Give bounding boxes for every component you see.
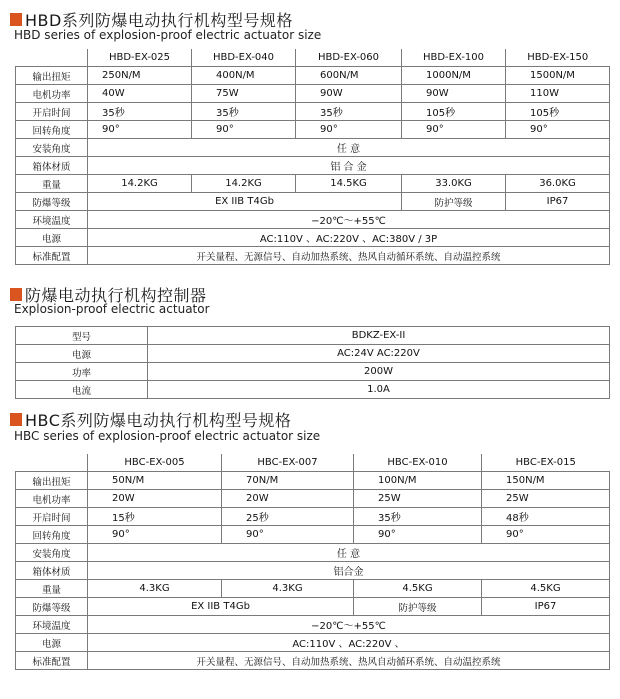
table-row: [16, 345, 610, 363]
cell: 110W: [506, 85, 610, 103]
row-label: 开启时间: [16, 103, 88, 121]
cell: 90°: [296, 121, 402, 139]
cell: 90°: [88, 526, 222, 544]
cell: 20W: [222, 490, 354, 508]
model-header: HBD-EX-025: [88, 49, 192, 67]
table-row: [16, 121, 610, 139]
row-label: 环境温度: [16, 616, 88, 634]
section-marker-icon: [10, 288, 22, 301]
cell: 20W: [88, 490, 222, 508]
cell: 14.2KG: [192, 175, 296, 193]
table-row: [16, 562, 610, 580]
hbc-title-cn: HBC系列防爆电动执行机构型号规格: [25, 411, 292, 430]
cell: 90W: [296, 85, 402, 103]
cell: 90°: [192, 121, 296, 139]
cell: 4.3KG: [222, 580, 354, 598]
cell: 75W: [192, 85, 296, 103]
cell: 50N/M: [88, 472, 222, 490]
cell: 200W: [148, 363, 610, 381]
cell: IP67: [506, 193, 610, 211]
table-row: [16, 67, 610, 85]
cell: 36.0KG: [506, 175, 610, 193]
table-row: [16, 193, 610, 211]
table-row: [16, 363, 610, 381]
cell: 开关量程、无源信号、自动加热系统、热风自动循环系统、自动温控系统: [88, 652, 610, 670]
cell: 70N/M: [222, 472, 354, 490]
row-label: 开启时间: [16, 508, 88, 526]
table-row: [16, 211, 610, 229]
cell: 1.0A: [148, 381, 610, 399]
model-header: HBC-EX-015: [482, 454, 610, 472]
cell: EX IIB T4Gb: [88, 598, 354, 616]
table-row: [16, 175, 610, 193]
row-label: 输出扭矩: [16, 472, 88, 490]
ctrl-spec-table: [15, 326, 610, 399]
table-row: [16, 526, 610, 544]
model-header: HBD-EX-040: [192, 49, 296, 67]
row-label: 电机功率: [16, 490, 88, 508]
row-label: 电机功率: [16, 85, 88, 103]
cell: 14.5KG: [296, 175, 402, 193]
cell: 90°: [402, 121, 506, 139]
cell: 1500N/M: [506, 67, 610, 85]
cell: 600N/M: [296, 67, 402, 85]
cell: 90°: [506, 121, 610, 139]
cell: 25W: [354, 490, 482, 508]
row-label: 输出扭矩: [16, 67, 88, 85]
table-row: [16, 544, 610, 562]
cell: 100N/M: [354, 472, 482, 490]
cell: 40W: [88, 85, 192, 103]
hbc-section-title: [10, 408, 291, 431]
cell: 90°: [222, 526, 354, 544]
cell: 90°: [88, 121, 192, 139]
table-row: [16, 139, 610, 157]
ctrl-title-en: Explosion-proof electric actuator: [14, 302, 210, 316]
header-blank-cell: [16, 49, 88, 67]
cell: 铝 合 金: [88, 157, 610, 175]
cell: 14.2KG: [88, 175, 192, 193]
row-label: 防护等级: [402, 193, 506, 211]
cell: AC:110V 、AC:220V 、AC:380V / 3P: [88, 229, 610, 247]
cell: 15秒: [88, 508, 222, 526]
cell: 90W: [402, 85, 506, 103]
row-label: 回转角度: [16, 121, 88, 139]
row-label: 重量: [16, 175, 88, 193]
model-header: HBD-EX-100: [402, 49, 506, 67]
hbd-spec-table: [15, 49, 610, 265]
table-row: [16, 580, 610, 598]
table-row: [16, 103, 610, 121]
table-row: [16, 381, 610, 399]
section-marker-icon: [10, 413, 22, 426]
table-row: [16, 454, 610, 472]
row-label: 防爆等级: [16, 193, 88, 211]
row-label: 电源: [16, 634, 88, 652]
row-label: 防护等级: [354, 598, 482, 616]
cell: 35秒: [296, 103, 402, 121]
row-label: 电源: [16, 345, 148, 363]
row-label: 电流: [16, 381, 148, 399]
row-label: 环境温度: [16, 211, 88, 229]
row-label: 防爆等级: [16, 598, 88, 616]
cell: 任 意: [88, 139, 610, 157]
cell: −20℃～+55℃: [88, 211, 610, 229]
cell: IP67: [482, 598, 610, 616]
cell: 铝合金: [88, 562, 610, 580]
table-row: [16, 157, 610, 175]
table-row: [16, 634, 610, 652]
cell: EX IIB T4Gb: [88, 193, 402, 211]
table-row: [16, 490, 610, 508]
cell: 4.3KG: [88, 580, 222, 598]
hbc-title-en: HBC series of explosion-proof electric actuator size: [14, 429, 321, 443]
cell: 25W: [482, 490, 610, 508]
cell: −20℃～+55℃: [88, 616, 610, 634]
table-row: [16, 508, 610, 526]
row-label: 回转角度: [16, 526, 88, 544]
cell: AC:24V AC:220V: [148, 345, 610, 363]
table-row: [16, 49, 610, 67]
cell: 开关量程、无源信号、自动加热系统、热风自动循环系统、自动温控系统: [88, 247, 610, 265]
row-label: 型号: [16, 327, 148, 345]
model-header: HBC-EX-010: [354, 454, 482, 472]
cell: 35秒: [354, 508, 482, 526]
hbd-title-en: HBD series of explosion-proof electric actuator size: [14, 28, 322, 42]
row-label: 电源: [16, 229, 88, 247]
table-row: [16, 247, 610, 265]
cell: 250N/M: [88, 67, 192, 85]
cell: 90°: [482, 526, 610, 544]
cell: 150N/M: [482, 472, 610, 490]
row-label: 功率: [16, 363, 148, 381]
cell: 35秒: [192, 103, 296, 121]
cell: 105秒: [402, 103, 506, 121]
cell: 48秒: [482, 508, 610, 526]
cell: 25秒: [222, 508, 354, 526]
row-label: 安装角度: [16, 544, 88, 562]
table-row: [16, 598, 610, 616]
table-row: [16, 327, 610, 345]
section-marker-icon: [10, 13, 22, 26]
cell: 4.5KG: [482, 580, 610, 598]
cell: 90°: [354, 526, 482, 544]
row-label: 标准配置: [16, 652, 88, 670]
cell: 33.0KG: [402, 175, 506, 193]
ctrl-title-cn: 防爆电动执行机构控制器: [25, 286, 207, 305]
cell: 1000N/M: [402, 67, 506, 85]
row-label: 箱体材质: [16, 157, 88, 175]
cell: 35秒: [88, 103, 192, 121]
hbc-spec-table: [15, 454, 610, 670]
model-header: HBD-EX-150: [506, 49, 610, 67]
table-row: [16, 616, 610, 634]
table-row: [16, 472, 610, 490]
table-row: [16, 229, 610, 247]
cell: 105秒: [506, 103, 610, 121]
row-label: 箱体材质: [16, 562, 88, 580]
table-row: [16, 652, 610, 670]
cell: AC:110V 、AC:220V 、: [88, 634, 610, 652]
header-blank-cell: [16, 454, 88, 472]
table-row: [16, 85, 610, 103]
row-label: 重量: [16, 580, 88, 598]
hbd-title-cn: HBD系列防爆电动执行机构型号规格: [25, 11, 293, 30]
cell: 4.5KG: [354, 580, 482, 598]
cell: 400N/M: [192, 67, 296, 85]
row-label: 安装角度: [16, 139, 88, 157]
cell: BDKZ-EX-II: [148, 327, 610, 345]
row-label: 标准配置: [16, 247, 88, 265]
model-header: HBC-EX-005: [88, 454, 222, 472]
model-header: HBD-EX-060: [296, 49, 402, 67]
model-header: HBC-EX-007: [222, 454, 354, 472]
cell: 任 意: [88, 544, 610, 562]
